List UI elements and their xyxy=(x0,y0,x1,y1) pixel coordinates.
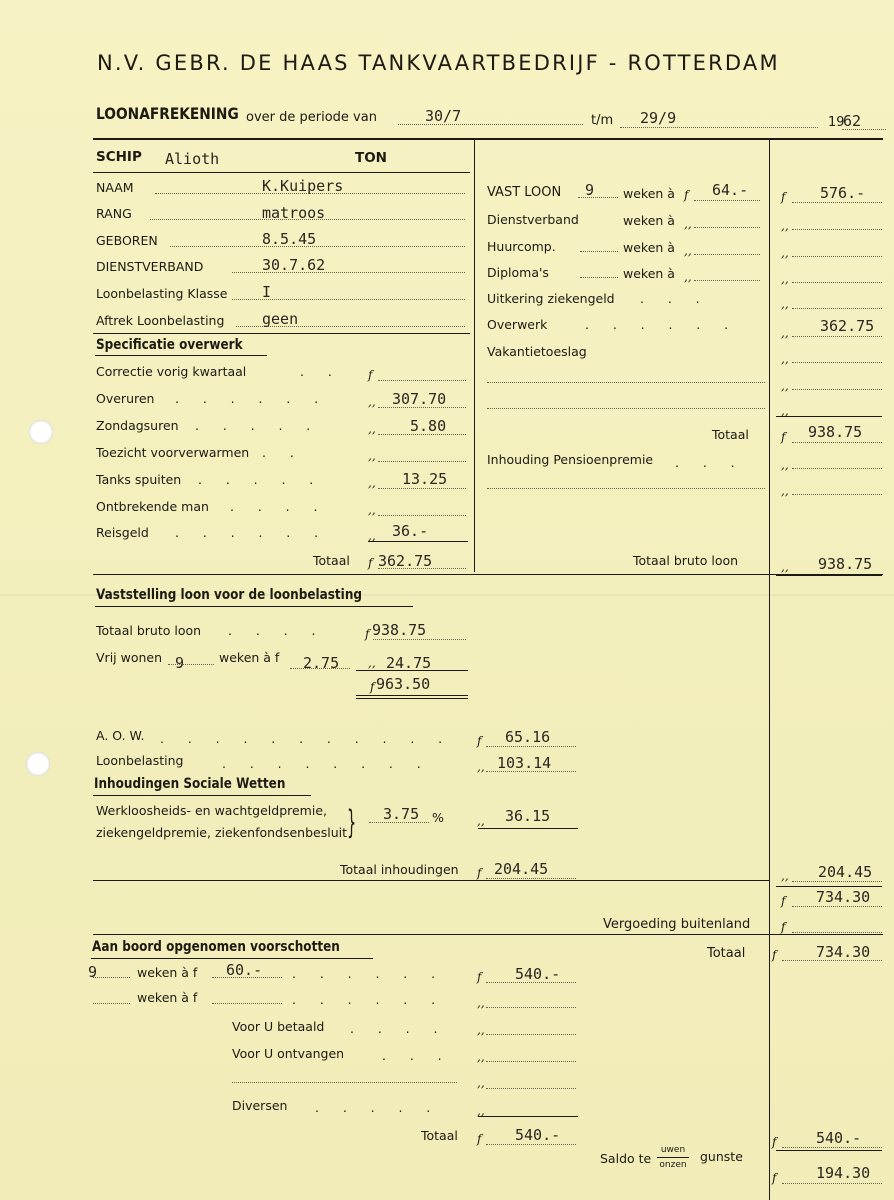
period-label: over de periode van xyxy=(246,110,377,125)
zondag-amount: 5.80 xyxy=(410,417,447,435)
advances-right-amount: 540.- xyxy=(816,1129,862,1147)
zondag-ditto: ,, xyxy=(368,422,376,436)
wages-total-label: Totaal xyxy=(712,427,749,442)
huurcomp-rate-ditto: ,, xyxy=(684,244,692,258)
tanks-ditto: ,, xyxy=(368,476,376,490)
divider-center xyxy=(474,140,475,572)
wages-blank2-ditto: ,, xyxy=(781,404,789,418)
deductions-total-label: Totaal inhoudingen xyxy=(340,862,459,877)
net-amount: 734.30 xyxy=(816,888,871,906)
werkloosheid-label-1: Werkloosheids- en wachtgeldpremie, xyxy=(96,803,327,818)
wages-blank1-ditto: ,, xyxy=(781,379,789,393)
tax-deduction: geen xyxy=(262,310,299,328)
ontbrekend-label: Ontbrekende man xyxy=(96,499,209,514)
vakantie-label: Vakantietoeslag xyxy=(487,344,587,359)
saldo-uwen: uwen xyxy=(660,1145,686,1155)
diploma-rate-ditto: ,, xyxy=(684,270,692,284)
vrij-wonen-label: Vrij wonen xyxy=(96,650,163,665)
saldo-amount: 194.30 xyxy=(816,1164,871,1182)
ontvangen-label: Voor U ontvangen xyxy=(232,1046,345,1061)
overtime-total-currency: f xyxy=(368,556,373,570)
vast-loon-amount-currency: f xyxy=(781,190,786,204)
toezicht-label: Toezicht voorverwarmen xyxy=(96,445,250,460)
employee-born: 8.5.45 xyxy=(262,230,317,248)
company-header: N.V. GEBR. DE HAAS TANKVAARTBEDRIJF - ROTTERDAM xyxy=(97,51,780,75)
advances-title: Aan boord opgenomen voorschotten xyxy=(92,939,340,955)
employee-name: K.Kuipers xyxy=(262,177,344,195)
vrij-wonen-amount: 24.75 xyxy=(386,654,432,672)
tax-class: I xyxy=(262,283,272,301)
loonbelasting-ditto: ,, xyxy=(477,760,485,774)
tax-bruto-amount: 938.75 xyxy=(372,621,427,639)
deductions-total-currency: f xyxy=(477,866,482,880)
social-title: Inhoudingen Sociale Wetten xyxy=(94,776,286,792)
period-from: 30/7 xyxy=(425,107,462,125)
final-total: 734.30 xyxy=(816,943,871,961)
ontvangen-ditto: ,, xyxy=(477,1050,485,1064)
correction-currency: f xyxy=(368,368,373,382)
saldo-label: Saldo te xyxy=(600,1151,652,1166)
tanks-amount: 13.25 xyxy=(402,470,448,488)
advance-amount: 540.- xyxy=(515,965,561,983)
ziekengeld-ditto: ,, xyxy=(781,297,789,311)
diploma-label: Diploma's xyxy=(487,265,549,280)
pensioen-ditto: ,, xyxy=(781,458,789,472)
tax-sum-currency: f xyxy=(370,680,375,694)
advance2-ditto: ,, xyxy=(477,996,485,1010)
diversen-ditto: ,, xyxy=(477,1104,485,1118)
overuren-amount: 307.70 xyxy=(392,390,447,408)
tax-bruto-currency: f xyxy=(365,627,370,641)
betaald-ditto: ,, xyxy=(477,1023,485,1037)
dienstverband-rate-ditto: ,, xyxy=(684,217,692,231)
huurcomp-amount-ditto: ,, xyxy=(781,246,789,260)
vast-loon-weken-a: weken à xyxy=(623,186,675,201)
vrij-wonen-ditto: ,, xyxy=(368,656,376,670)
overtime-title: Specificatie overwerk xyxy=(96,337,243,353)
aow-amount: 65.16 xyxy=(505,728,551,746)
ship-label: SCHIP xyxy=(96,149,142,165)
dienstverband-amount-ditto: ,, xyxy=(781,219,789,233)
loonbelasting-amount: 103.14 xyxy=(497,754,552,772)
overuren-label: Overuren xyxy=(96,391,155,406)
overwerk-label: Overwerk xyxy=(487,317,548,332)
ontbrekend-ditto: ,, xyxy=(368,503,376,517)
advance-rate: 60.- xyxy=(226,961,263,979)
werkloosheid-ditto: ,, xyxy=(477,814,485,828)
overwerk-ditto: ,, xyxy=(781,326,789,340)
toezicht-ditto: ,, xyxy=(368,449,376,463)
period-to-label: t/m xyxy=(591,113,614,128)
pensioen-blank-ditto: ,, xyxy=(781,484,789,498)
aow-label: A. O. W. xyxy=(96,728,145,743)
reisgeld-label: Reisgeld xyxy=(96,525,149,540)
overwerk-amount: 362.75 xyxy=(820,317,875,335)
tax-deduction-label: Aftrek Loonbelasting xyxy=(96,313,225,328)
vakantie-ditto: ,, xyxy=(781,352,789,366)
vergoeding-currency: f xyxy=(781,920,786,934)
wages-total-currency: f xyxy=(781,430,786,444)
advance-weeks: 9 xyxy=(88,963,98,981)
period-year-suffix: 62 xyxy=(843,112,862,130)
deductions-right-amount: 204.45 xyxy=(818,863,873,881)
zondag-label: Zondagsuren xyxy=(96,418,179,433)
vrij-wonen-rate: 2.75 xyxy=(303,654,340,672)
vast-loon-rate-currency: f xyxy=(684,188,689,202)
tax-basis-title: Vaststelling loon voor de loonbelasting xyxy=(96,587,363,603)
werkloosheid-brace: } xyxy=(347,803,357,841)
saldo-onzen: onzen xyxy=(659,1160,687,1170)
huurcomp-label: Huurcomp. xyxy=(487,239,556,254)
werkloosheid-label-2: ziekengeldpremie, ziekenfondsenbesluit xyxy=(96,825,348,840)
final-total-currency: f xyxy=(772,948,777,962)
punch-hole-bottom xyxy=(26,752,50,776)
overtime-total: 362.75 xyxy=(378,552,433,570)
employment-date: 30.7.62 xyxy=(262,256,326,274)
payslip-document: N.V. GEBR. DE HAAS TANKVAARTBEDRIJF - ROTTERDAM LOONAFREKENING over de periode van 30/7 t/m 29/9 19 62 SCHIP Alioth TON NAAM K.Kuipers RANG matroos GEBOREN 8.5.45 DIENSTVERBAND 30.7.62 Loonbelasting Klasse I Aftrek Loonbelasting geen Specificatie overwerk Correctie vorig kwartaal . . f Overuren . . . . . . ,, 307.70 Zondagsuren . . . . . ,, 5.80 Toezicht voorverwarmen . . ,, Tanks spuiten . . . . . ,, 13.25 Ontbrekende man . . . . ,, Reisgeld . . . . . . ,, 36.- Totaal f 362.75 VAST LOON 9 weken à f 64.- f 576.- Dienstverband weken à ,, ,, Huurcomp. weken à ,, ,, Diploma's weken à ,, ,, Uitkering ziekengeld . . . ,, Overwerk . . . . . . ,, 362.75 Vakantietoeslag ,, ,, ,, Totaal f 938.75 Inhouding Pensioenpremie . . . ,, ,, Totaal bruto loon ,, 938.75 Vaststelling loon voor de loonbelasting Totaal bruto loon . . . . f 938.75 Vrij wonen 9 weken à f 2.75 ,, 24.75 f 963.50 A. O. W. . . . . . . . . . . . f 65.16 Loonbelasting . . . . . . . . ,, 103.14 Inhoudingen Sociale Wetten Werkloosheids- en wachtgeldpremie, ziekengeldpremie, ziekenfondsenbesluit } 3.75 % ,, 36.15 Totaal inhoudingen f 204.45 ,, 204.45 f 734.30 Vergoeding buitenland f Aan boord opgenomen voorschotten Totaal f 734.30 9 weken à f 60.- . . . . . . f 540.- weken à f . . . . . . ,, Voor U betaald . . . . ,, Voor U ontvangen . . . ,, ,, Diversen . . . . . ,, Totaal f 540.- f 540.- Saldo te uwen onzen gunste f 194.30 xyxy=(0,0,894,1200)
advances-total-label: Totaal xyxy=(421,1128,458,1143)
saldo-suffix: gunste xyxy=(700,1149,743,1164)
advances-right-currency: f xyxy=(772,1135,777,1149)
punch-hole-top xyxy=(29,420,53,444)
werkloosheid-percent: 3.75 xyxy=(383,805,420,823)
huurcomp-weken-a: weken à xyxy=(623,240,675,255)
vast-loon-rate: 64.- xyxy=(712,181,749,199)
vrij-wonen-weken-af: weken à f xyxy=(219,650,280,665)
advance-weken-af: weken à f xyxy=(137,965,198,980)
tax-class-label: Loonbelasting Klasse xyxy=(96,286,228,301)
name-label: NAAM xyxy=(96,180,134,195)
overuren-ditto: ,, xyxy=(368,395,376,409)
document-title: LOONAFREKENING xyxy=(96,104,239,123)
advance-currency: f xyxy=(477,970,482,984)
tax-sum: 963.50 xyxy=(376,675,431,693)
period-year-prefix: 19 xyxy=(828,115,845,130)
bruto-ditto: ,, xyxy=(781,560,789,574)
tax-bruto-label: Totaal bruto loon xyxy=(96,623,202,638)
net-currency: f xyxy=(781,894,786,908)
employment-label: DIENSTVERBAND xyxy=(96,259,204,274)
diploma-amount-ditto: ,, xyxy=(781,272,789,286)
aow-currency: f xyxy=(477,734,482,748)
pensioen-label: Inhouding Pensioenpremie xyxy=(487,452,654,467)
advances-total-currency: f xyxy=(477,1132,482,1146)
correction-label: Correctie vorig kwartaal xyxy=(96,364,247,379)
overtime-total-label: Totaal xyxy=(313,553,350,568)
vergoeding-label: Vergoeding buitenland xyxy=(603,917,751,932)
wages-total: 938.75 xyxy=(808,423,863,441)
diploma-weken-a: weken à xyxy=(623,266,675,281)
period-to: 29/9 xyxy=(640,109,677,127)
vast-loon-weeks: 9 xyxy=(585,181,595,199)
rank-label: RANG xyxy=(96,206,132,221)
ship-name: Alioth xyxy=(165,150,220,168)
tanks-label: Tanks spuiten xyxy=(96,472,182,487)
deductions-right-ditto: ,, xyxy=(781,869,789,883)
advances-total: 540.- xyxy=(515,1126,561,1144)
loonbelasting-label: Loonbelasting xyxy=(96,753,184,768)
werkloosheid-amount: 36.15 xyxy=(505,807,551,825)
saldo-currency: f xyxy=(772,1171,777,1185)
advance2-weken-af: weken à f xyxy=(137,990,198,1005)
vast-loon-amount: 576.- xyxy=(820,184,866,202)
dienstverband-weken-a: weken à xyxy=(623,213,675,228)
bruto-label: Totaal bruto loon xyxy=(633,553,739,568)
divider-right xyxy=(769,140,770,1200)
born-label: GEBOREN xyxy=(96,233,158,248)
betaald-label: Voor U betaald xyxy=(232,1019,325,1034)
bruto-amount: 938.75 xyxy=(818,555,873,573)
diversen-label: Diversen xyxy=(232,1098,288,1113)
werkloosheid-percent-sign: % xyxy=(432,810,444,825)
ziekengeld-label: Uitkering ziekengeld xyxy=(487,291,615,306)
employee-rank: matroos xyxy=(262,204,326,222)
deductions-total: 204.45 xyxy=(494,860,549,878)
dienstverband-label: Dienstverband xyxy=(487,212,579,227)
final-total-label: Totaal xyxy=(707,946,746,961)
vast-loon-label: VAST LOON xyxy=(487,185,562,200)
reisgeld-amount: 36.- xyxy=(392,522,429,540)
vrij-wonen-weeks: 9 xyxy=(175,654,185,672)
advances-blank-ditto: ,, xyxy=(477,1076,485,1090)
header-rule xyxy=(93,138,883,140)
reisgeld-ditto: ,, xyxy=(368,529,376,543)
ton-label: TON xyxy=(355,150,387,166)
